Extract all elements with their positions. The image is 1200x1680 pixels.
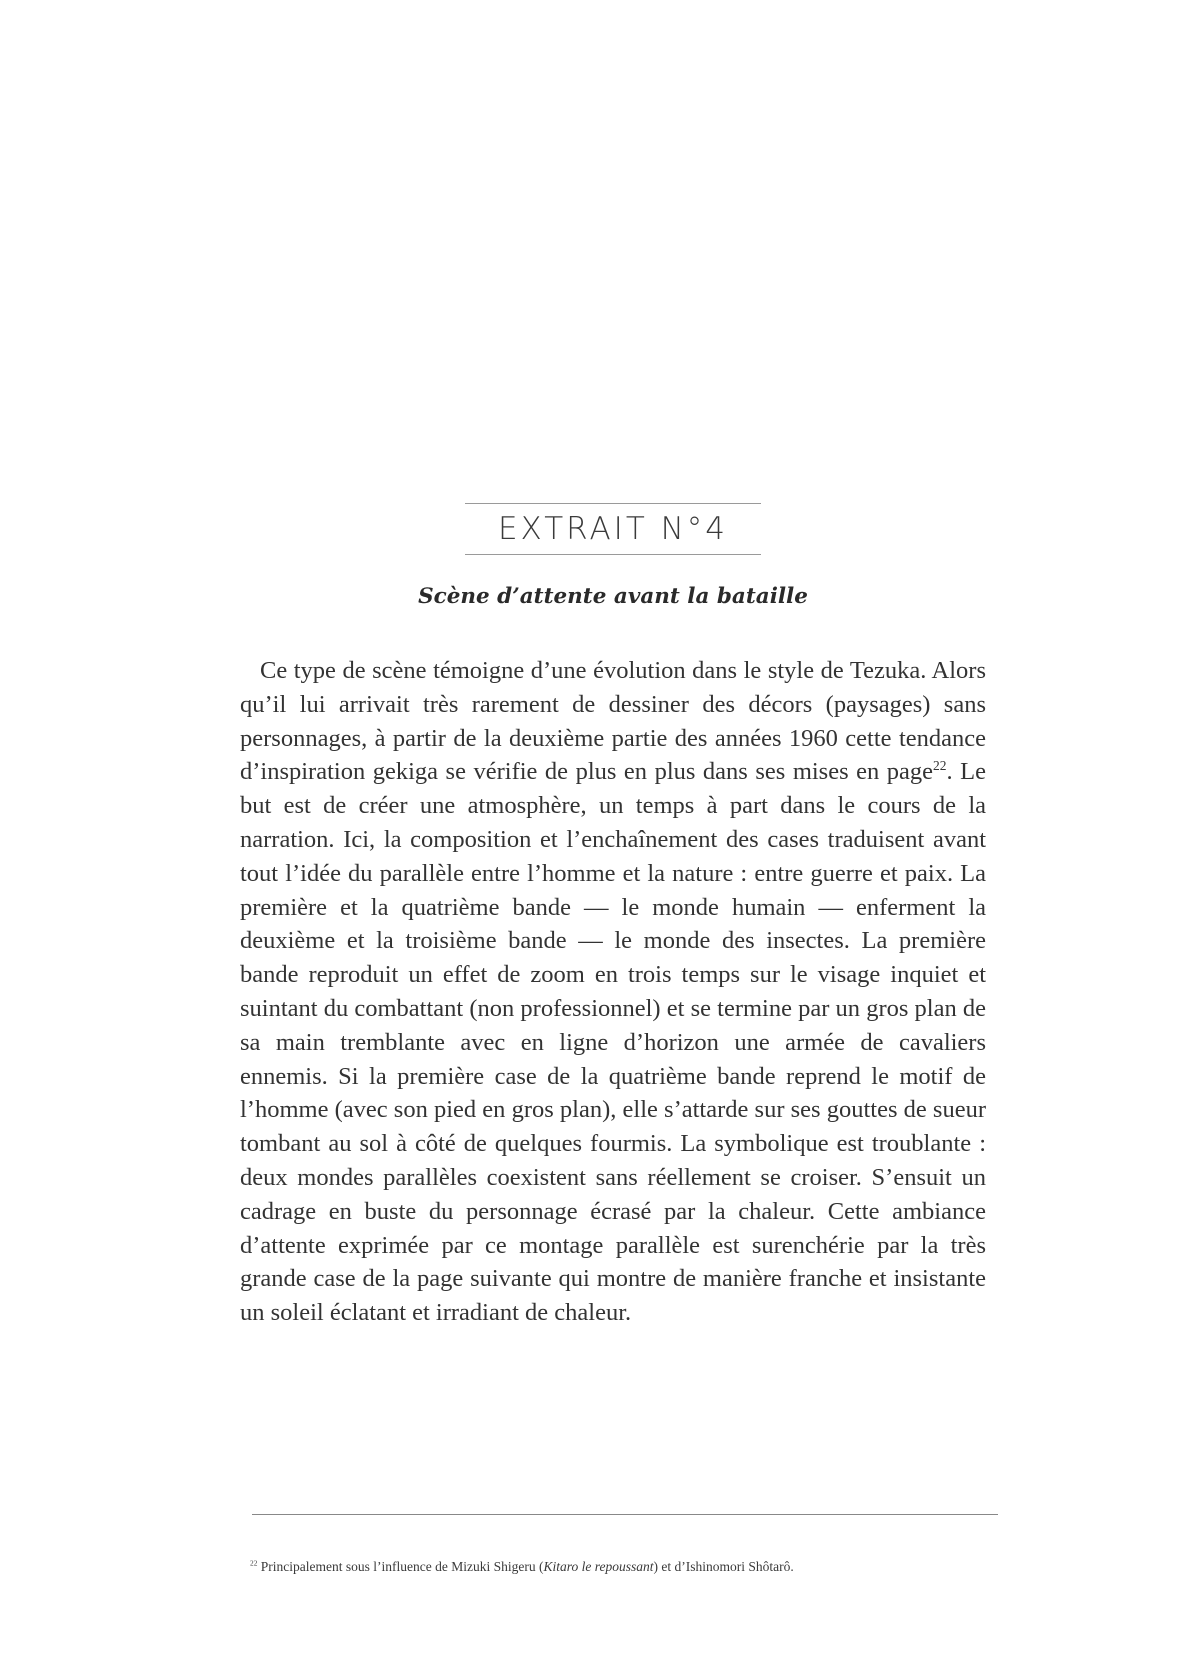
footnote-divider [252, 1514, 998, 1515]
footnote-text-end: ) et d’Ishinomori Shôtarô. [653, 1559, 794, 1574]
footnote-reference[interactable]: 22 [933, 758, 947, 774]
footnote-number: 22 [250, 1558, 258, 1568]
chapter-heading [465, 503, 761, 555]
footnote-italic-title: Kitaro le repoussant [543, 1559, 654, 1574]
body-paragraph [240, 654, 986, 1330]
body-text-part-1: Ce type de scène témoigne d’une évolution dans le style de Tezuka. Alors qu’il lui arrivait très rarement de dessiner des décors (paysages) sans personnages, à partir de la deuxième partie des années 1960 cette tendance d’inspiration gekiga se vérifie de plus en plus dans ses mises en page [240, 657, 986, 786]
footnote [250, 1559, 1010, 1575]
footnote-text-start: Principalement sous l’influence de Mizuki Shigeru ( [257, 1559, 544, 1574]
section-subtitle: Scène d’attente avant la bataille [418, 584, 808, 609]
body-text-part-2: . Le but est de créer une atmosphère, un temps à part dans le cours de la narration. Ici, la composition et l’enchaînement des cases traduisent avant tout l’idée du parallèle entre l’homme et la nature : entre guerre et paix. La première et la quatrième bande — le monde humain — enferment la deuxième et la troisième bande — le monde des insectes. La première bande reproduit un effet de zoom en trois temps sur le visage inquiet et suintant du combattant (non professionnel) et se termine par un gros plan de sa main tremblante avec en ligne d’horizon une armée de cavaliers ennemis. Si la première case de la quatrième bande reprend le motif de l’homme (avec son pied en gros plan), elle s’attarde sur ses gouttes de sueur tombant au sol à côté de quelques fourmis. La symbolique est troublante : deux mondes parallèles coexistent sans réellement se croiser. S’ensuit un cadrage en buste du personnage écrasé par la chaleur. Cette ambiance d’attente exprimée par ce montage parallèle est surenchérie par la très grande case de la page suivante qui montre de manière franche et insistante un soleil éclatant et irradiant de chaleur. [240, 758, 986, 1327]
chapter-heading-title: EXTRAIT N°4 [497, 511, 729, 547]
